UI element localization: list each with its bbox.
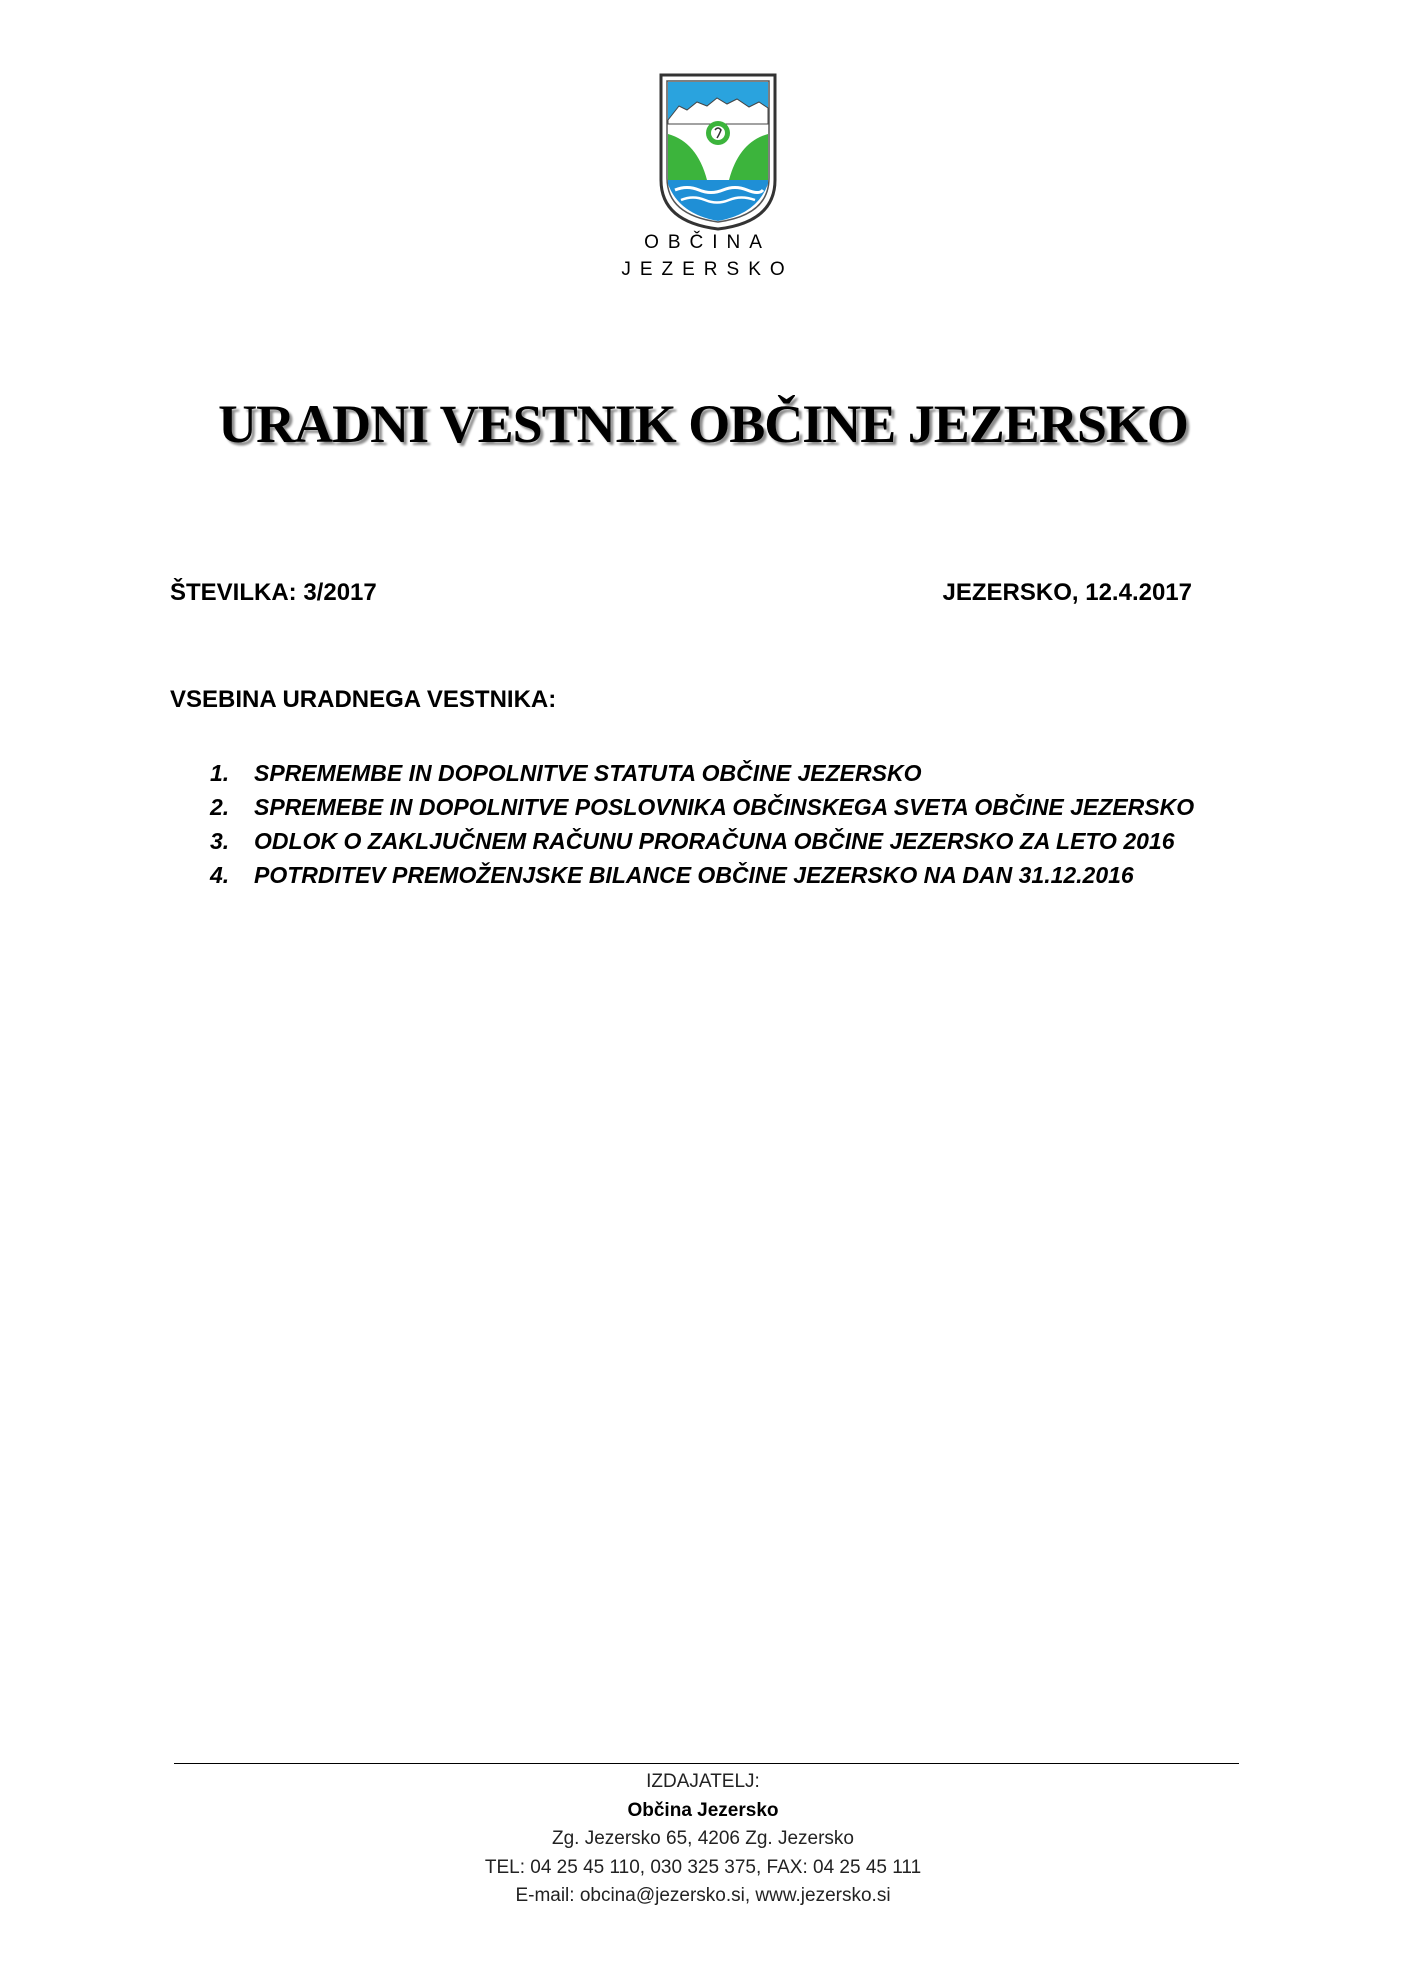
publisher-contact: E-mail: obcina@jezersko.si, www.jezersko.si	[515, 1885, 891, 1906]
list-item	[210, 756, 1194, 790]
org-name-line-1: OBČINA	[644, 232, 771, 253]
issue-place-date: JEZERSKO, 12.4.2017	[942, 579, 1192, 606]
publisher-name: Občina Jezersko	[627, 1799, 779, 1821]
list-item-number: 3.	[210, 828, 230, 854]
list-item-text: POTRDITEV PREMOŽENJSKE BILANCE OBČINE JEZERSKO NA DAN 31.12.2016	[254, 862, 1134, 888]
publisher-address: Zg. Jezersko 65, 4206 Zg. Jezersko	[551, 1828, 855, 1849]
publisher-phones: TEL: 04 25 45 110, 030 325 375, FAX: 04 25 45 111	[484, 1856, 922, 1878]
list-item	[210, 858, 1194, 892]
contents-list	[210, 756, 1194, 892]
contents-heading: VSEBINA URADNEGA VESTNIKA:	[170, 686, 557, 713]
publisher-label: IZDAJATELJ:	[646, 1771, 760, 1792]
list-item-text: SPREMEBE IN DOPOLNITVE POSLOVNIKA OBČINSKEGA SVETA OBČINE JEZERSKO	[254, 794, 1195, 820]
issue-number: ŠTEVILKA: 3/2017	[170, 579, 377, 606]
list-item	[210, 824, 1194, 858]
crest-icon	[657, 72, 779, 232]
footer	[0, 1768, 1406, 1911]
list-item	[210, 790, 1194, 824]
list-item-text: SPREMEMBE IN DOPOLNITVE STATUTA OBČINE JEZERSKO	[254, 760, 922, 786]
org-name-line-2: JEZERSKO	[621, 259, 794, 280]
footer-divider	[174, 1763, 1239, 1764]
list-item-number: 4.	[210, 862, 230, 888]
list-item-number: 2.	[210, 794, 230, 820]
document-title: URADNI VESTNIK OBČINE JEZERSKO	[218, 394, 1188, 454]
list-item-number: 1.	[210, 760, 230, 786]
list-item-text: ODLOK O ZAKLJUČNEM RAČUNU PRORAČUNA OBČINE JEZERSKO ZA LETO 2016	[254, 828, 1175, 854]
municipality-crest	[657, 72, 779, 232]
